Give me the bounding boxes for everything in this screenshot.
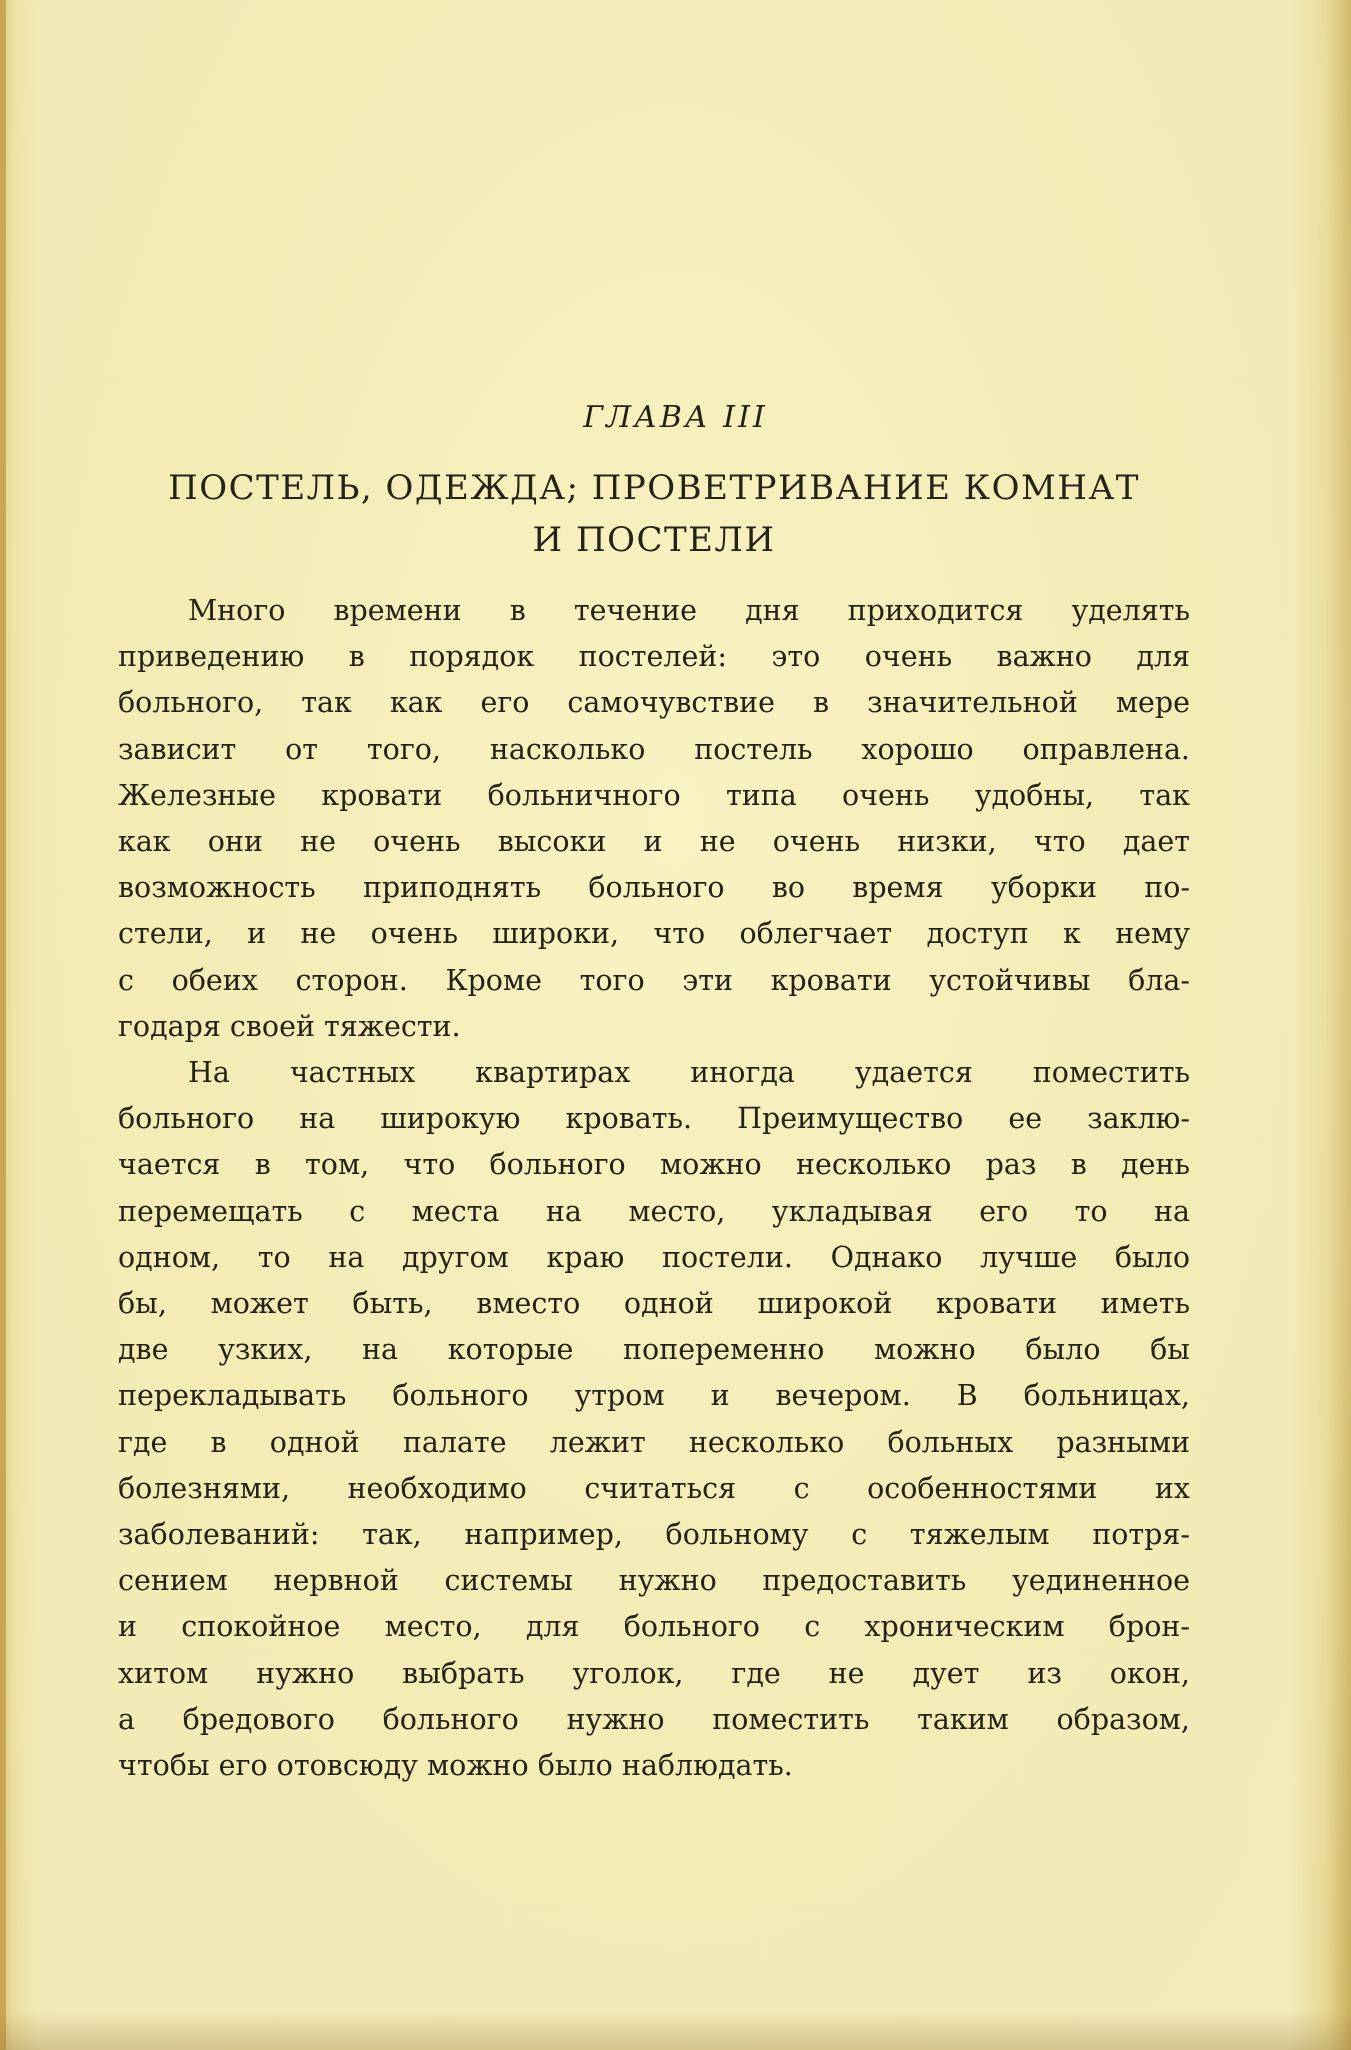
text-line: как они не очень высоки и не очень низки, что дает xyxy=(118,825,1190,859)
text-line: На частных квартирах иногда удается поместить xyxy=(188,1056,1190,1090)
chapter-title-line: И ПОСТЕЛИ xyxy=(532,520,776,560)
paragraph-2 xyxy=(118,1050,1190,1789)
text-line: чтобы его отовсюду можно было наблюдать. xyxy=(118,1749,793,1783)
text-line: а бредового больного нужно поместить таким образом, xyxy=(118,1702,1190,1736)
body-text xyxy=(118,588,1190,1789)
text-line: болезнями, необходимо считаться с особенностями их xyxy=(118,1471,1190,1505)
text-line: Много времени в течение дня приходится уделять xyxy=(188,594,1190,627)
text-line: стели, и не очень широки, что облегчает доступ к нему xyxy=(118,917,1190,951)
text-line: с обеих сторон. Кроме того эти кровати устойчивы бла- xyxy=(118,963,1190,997)
text-line: сением нервной системы нужно предоставить уединенное xyxy=(118,1564,1190,1598)
text-line: одном, то на другом краю постели. Однако лучше было xyxy=(118,1240,1190,1274)
page-bottom-shadow xyxy=(0,2010,1351,2050)
text-line: перемещать с места на место, укладывая его то на xyxy=(118,1194,1190,1228)
text-line: зависит от того, насколько постель хорошо оправлена. xyxy=(118,732,1190,766)
text-line: перекладывать больного утром и вечером. В больницах, xyxy=(118,1379,1190,1413)
text-line: Железные кровати больничного типа очень удобны, так xyxy=(118,778,1190,812)
text-line: заболеваний: так, например, больному с тяжелым потря- xyxy=(118,1518,1190,1552)
text-line: возможность приподнять больного во время уборки по- xyxy=(118,871,1190,905)
text-line: больного, так как его самочувствие в значительной мере xyxy=(118,686,1190,720)
text-line: хитом нужно выбрать уголок, где не дует из окон, xyxy=(118,1656,1190,1690)
text-line: больного на широкую кровать. Преимущество ее заклю- xyxy=(118,1102,1190,1136)
chapter-title xyxy=(118,462,1190,566)
text-line: чается в том, что больного можно несколько раз в день xyxy=(118,1148,1190,1182)
chapter-label: ГЛАВА III xyxy=(583,400,768,435)
text-line: приведению в порядок постелей: это очень важно для xyxy=(118,640,1190,674)
page-edge-shadow xyxy=(0,0,6,2050)
text-line: где в одной палате лежит несколько больных разными xyxy=(118,1425,1190,1459)
text-line: годаря своей тяжести. xyxy=(118,1009,461,1043)
text-line: две узких, на которые попеременно можно было бы xyxy=(118,1333,1190,1367)
chapter-title-line: ПОСТЕЛЬ, ОДЕЖДА; ПРОВЕТРИВАНИЕ КОМНАТ xyxy=(168,468,1140,508)
paragraph-1 xyxy=(118,588,1190,1050)
text-line: и спокойное место, для больного с хроническим брон- xyxy=(118,1610,1190,1644)
text-line: бы, может быть, вместо одной широкой кровати иметь xyxy=(118,1287,1190,1321)
